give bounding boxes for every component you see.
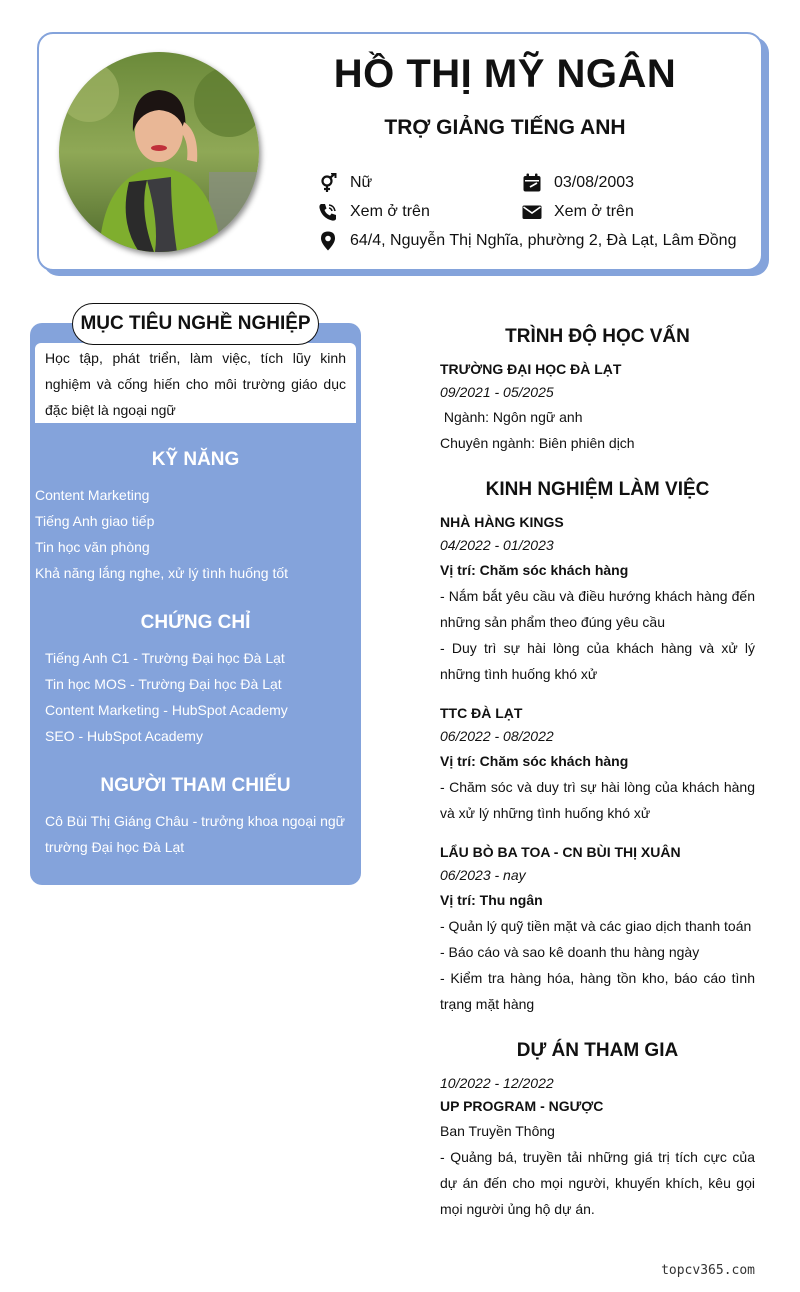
- certificate-item: Tin học MOS - Trường Đại học Đà Lạt: [45, 676, 282, 692]
- project-name: UP PROGRAM - NGƯỢC: [440, 1098, 604, 1114]
- candidate-name: HỒ THỊ MỸ NGÂN: [333, 52, 677, 96]
- education-major: Ngành: Ngôn ngữ anh: [440, 409, 583, 425]
- certificate-item: Tiếng Anh C1 - Trường Đại học Đà Lạt: [45, 650, 285, 666]
- avatar: [59, 52, 259, 252]
- education-period: 09/2021 - 05/2025: [440, 384, 554, 400]
- job-company: LẨU BÒ BA TOA - CN BÙI THỊ XUÂN: [440, 844, 681, 860]
- job-period: 06/2023 - nay: [440, 867, 526, 883]
- calendar-icon: [522, 173, 542, 193]
- job-company: TTC ĐÀ LẠT: [440, 705, 523, 721]
- job-company: NHÀ HÀNG KINGS: [440, 514, 564, 530]
- gender-icon: [318, 173, 338, 193]
- address-value: 64/4, Nguyễn Thị Nghĩa, phường 2, Đà Lạt, Lâm Đồng: [350, 232, 737, 249]
- education-title: TRÌNH ĐỘ HỌC VẤN: [505, 326, 690, 347]
- job-position: Vị trí: Chăm sóc khách hàng: [440, 562, 629, 578]
- certificates-title: CHỨNG CHỈ: [140, 612, 251, 633]
- phone-row: [318, 202, 430, 222]
- gender-value: Nữ: [350, 174, 373, 191]
- phone-value: Xem ở trên: [350, 203, 430, 220]
- objective-text: Học tập, phát triển, làm việc, tích lũy kinh nghiệm và cống hiến cho môi trường giáo dục đặc biệt là ngoại ngữ: [45, 350, 346, 418]
- project-period: 10/2022 - 12/2022: [440, 1075, 554, 1091]
- job-duty: - Kiểm tra hàng hóa, hàng tồn kho, báo cáo tình trạng mặt hàng: [440, 970, 755, 1012]
- email-row: [522, 202, 634, 222]
- projects-title: DỰ ÁN THAM GIA: [516, 1040, 679, 1061]
- job-period: 04/2022 - 01/2023: [440, 537, 554, 553]
- objective-title: MỤC TIÊU NGHỀ NGHIỆP: [72, 303, 319, 345]
- skill-item: Khả năng lắng nghe, xử lý tình huống tốt: [35, 565, 289, 581]
- certificate-item: Content Marketing - HubSpot Academy: [45, 702, 288, 718]
- skills-title: KỸ NĂNG: [151, 449, 240, 470]
- job-position: Vị trí: Chăm sóc khách hàng: [440, 753, 629, 769]
- location-pin-icon: [318, 231, 338, 251]
- birthdate-row: [522, 173, 634, 193]
- skill-item: Content Marketing: [35, 487, 150, 503]
- references-list: [45, 808, 346, 860]
- birthdate-value: 03/08/2003: [554, 174, 635, 191]
- watermark: topcv365.com: [661, 1263, 755, 1278]
- skill-item: Tiếng Anh giao tiếp: [35, 513, 155, 529]
- references-title: NGƯỜI THAM CHIẾU: [100, 775, 291, 796]
- job-duty: - Nắm bắt yêu cầu và điều hướng khách hàng đến những sản phẩm theo đúng yêu cầu: [440, 588, 755, 630]
- job-period: 06/2022 - 08/2022: [440, 728, 554, 744]
- gender-row: [318, 173, 372, 193]
- address-row: [318, 231, 736, 251]
- job-position: Vị trí: Thu ngân: [440, 892, 543, 908]
- project-description: - Quảng bá, truyền tải những giá trị tích cực của dự án đến cho mọi người, khuyến khích, kêu gọi mọi người ủng hộ dự án.: [440, 1149, 755, 1217]
- envelope-icon: [522, 202, 542, 222]
- reference-line: trường Đại học Đà Lạt: [45, 839, 185, 855]
- skills-list: [35, 482, 288, 586]
- job-duty: - Quản lý quỹ tiền mặt và các giao dịch thanh toán: [440, 918, 752, 934]
- job-duty: - Báo cáo và sao kê doanh thu hàng ngày: [440, 944, 700, 960]
- reference-line: Cô Bùi Thị Giáng Châu - trưởng khoa ngoại ngữ: [45, 813, 346, 829]
- skill-item: Tin học văn phòng: [35, 539, 150, 555]
- email-value: Xem ở trên: [554, 203, 634, 220]
- certificates-list: [45, 645, 288, 749]
- job-duty: - Duy trì sự hài lòng của khách hàng và xử lý những tình huống khó xử: [440, 640, 755, 682]
- education-school: TRƯỜNG ĐẠI HỌC ĐÀ LẠT: [440, 361, 622, 377]
- project-team: Ban Truyền Thông: [440, 1123, 555, 1139]
- education-specialization: Chuyên ngành: Biên phiên dịch: [440, 435, 635, 451]
- job-duty: - Chăm sóc và duy trì sự hài lòng của khách hàng và xử lý những tình huống khó xử: [440, 779, 755, 821]
- phone-icon: [318, 202, 338, 222]
- certificate-item: SEO - HubSpot Academy: [45, 728, 203, 744]
- experience-title: KINH NGHIỆM LÀM VIỆC: [485, 479, 710, 500]
- candidate-role: TRỢ GIẢNG TIẾNG ANH: [384, 116, 626, 139]
